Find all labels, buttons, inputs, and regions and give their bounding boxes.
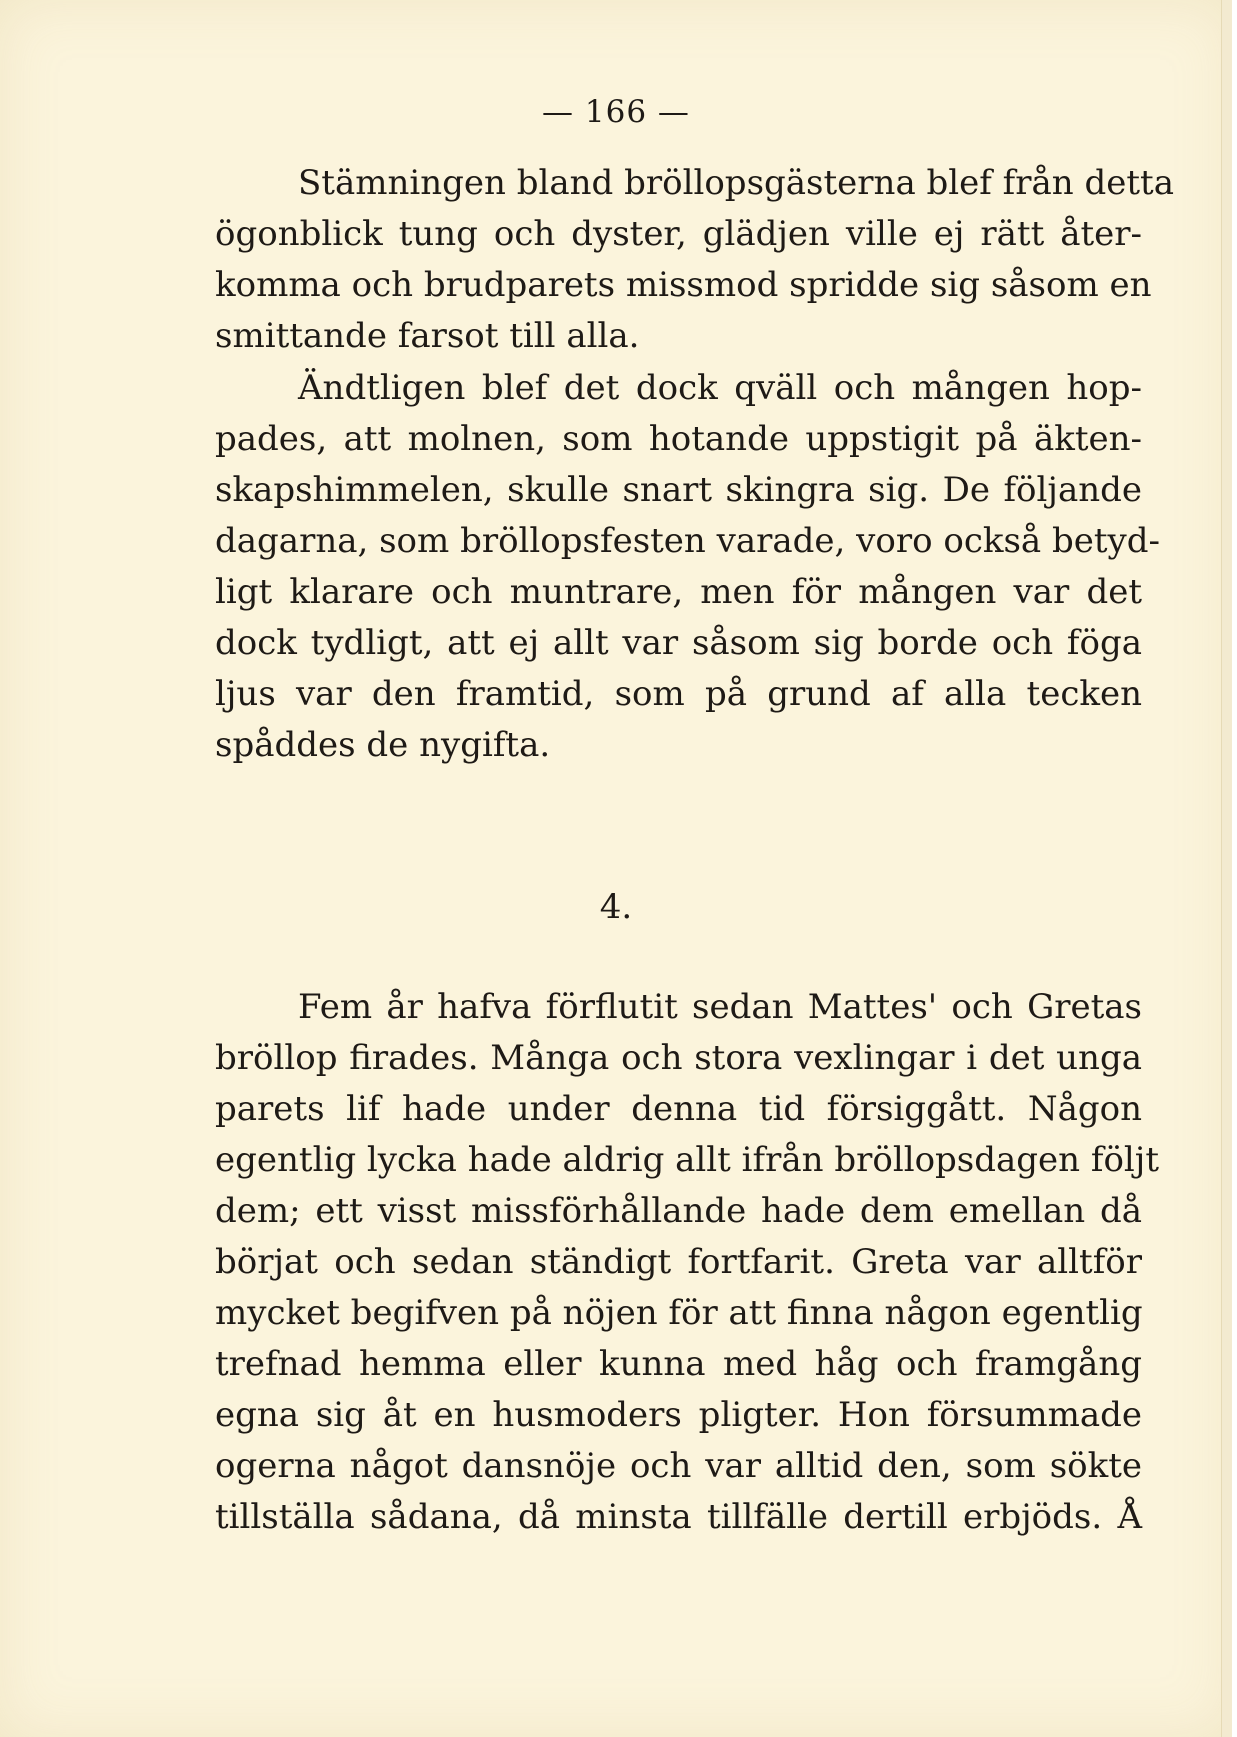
text-line: skapshimmelen, skulle snart skingra sig. De följande	[215, 470, 1142, 510]
text-line: smittande farsot till alla.	[215, 316, 640, 356]
text-line: Stämningen bland bröllopsgästerna blef från detta	[298, 163, 1174, 203]
section-number: 4.	[599, 887, 633, 927]
paragraph-3	[215, 982, 1160, 1543]
text-line: komma och brudparets missmod spridde sig såsom en	[215, 265, 1152, 305]
paragraph-2	[215, 363, 1160, 771]
text-line: dock tydligt, att ej allt var såsom sig borde och föga	[215, 623, 1142, 663]
text-line: Fem år hafva förflutit sedan Mattes' och Gretas	[298, 987, 1142, 1027]
text-line: egentlig lycka hade aldrig allt ifrån bröllopsdagen följt	[215, 1140, 1160, 1180]
text-line: ligt klarare och muntrare, men för mången var det	[215, 572, 1142, 612]
text-line: ogerna något dansnöje och var alltid den, som sökte	[215, 1446, 1142, 1486]
text-line: ögonblick tung och dyster, glädjen ville ej rätt åter-	[215, 214, 1142, 254]
text-line: parets lif hade under denna tid försiggått. Någon	[215, 1089, 1142, 1129]
text-line: trefnad hemma eller kunna med håg och framgång	[215, 1344, 1142, 1384]
text-line: ljus var den framtid, som på grund af alla tecken	[215, 674, 1142, 714]
text-line: spåddes de nygifta.	[215, 725, 551, 765]
text-line: Ändtligen blef det dock qväll och mången hop-	[298, 368, 1142, 408]
text-line: tillställa sådana, då minsta tillfälle dertill erbjöds. Å	[215, 1497, 1142, 1537]
text-line: dagarna, som bröllopsfesten varade, voro också betyd-	[215, 521, 1160, 561]
paragraph-1	[215, 158, 1174, 362]
text-line: bröllop firades. Många och stora vexlingar i det unga	[215, 1038, 1142, 1078]
page-edge	[1221, 0, 1232, 1737]
text-line: egna sig åt en husmoders pligter. Hon försummade	[215, 1395, 1142, 1435]
text-line: börjat och sedan ständigt fortfarit. Greta var alltför	[215, 1242, 1142, 1282]
text-line: dem; ett visst missförhållande hade dem emellan då	[215, 1191, 1142, 1231]
page-number: — 166 —	[542, 94, 690, 130]
text-line: mycket begifven på nöjen för att finna någon egentlig	[215, 1293, 1143, 1333]
text-line: pades, att molnen, som hotande uppstigit på äkten-	[215, 419, 1142, 459]
